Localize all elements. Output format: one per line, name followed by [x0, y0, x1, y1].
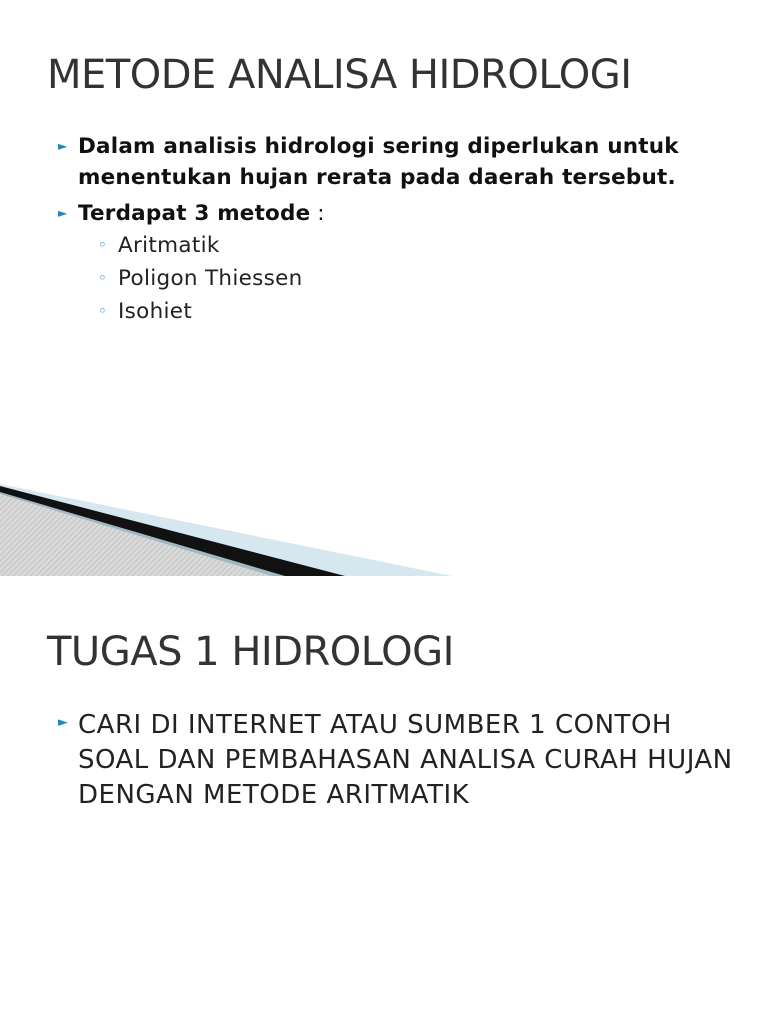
hollow-circle-icon: ◦: [98, 269, 108, 287]
bullet-text: CARI DI INTERNET ATAU SUMBER 1 CONTOH SOAL DAN PEMBAHASAN ANALISA CURAH HUJAN DENGAN METODE ARITMATIK: [78, 710, 733, 810]
sub-bullet-list: [78, 229, 758, 328]
triangle-right-icon: ►: [58, 715, 69, 730]
sub-item-text: Aritmatik: [118, 233, 220, 258]
sub-list-item: [98, 295, 758, 328]
list-item: [58, 131, 758, 193]
sub-item-text: Poligon Thiessen: [118, 266, 303, 291]
bullet-text: Terdapat 3 metode: [78, 201, 311, 226]
slide-2-bullet-list: [58, 708, 748, 813]
bullet-text: Dalam analisis hidrologi sering diperlukan untuk menentukan hujan rerata pada daerah tersebut.: [78, 134, 679, 190]
list-item: [58, 198, 758, 328]
sub-list-item: [98, 262, 758, 295]
hollow-circle-icon: ◦: [98, 236, 108, 254]
slide-2-title: TUGAS 1 HIDROLOGI: [47, 629, 454, 675]
triangle-right-icon: ►: [58, 139, 68, 153]
slide-1-title: METODE ANALISA HIDROLOGI: [47, 52, 632, 98]
bullet-text-suffix: :: [310, 201, 325, 226]
slide-1-bullet-list: [58, 131, 758, 333]
list-item: [58, 708, 748, 813]
sub-item-text: Isohiet: [118, 299, 193, 324]
decorative-wedge: [0, 470, 768, 576]
triangle-right-icon: ►: [58, 206, 68, 220]
sub-list-item: [98, 229, 758, 262]
hollow-circle-icon: ◦: [98, 302, 108, 320]
slide-2: [0, 576, 768, 1024]
